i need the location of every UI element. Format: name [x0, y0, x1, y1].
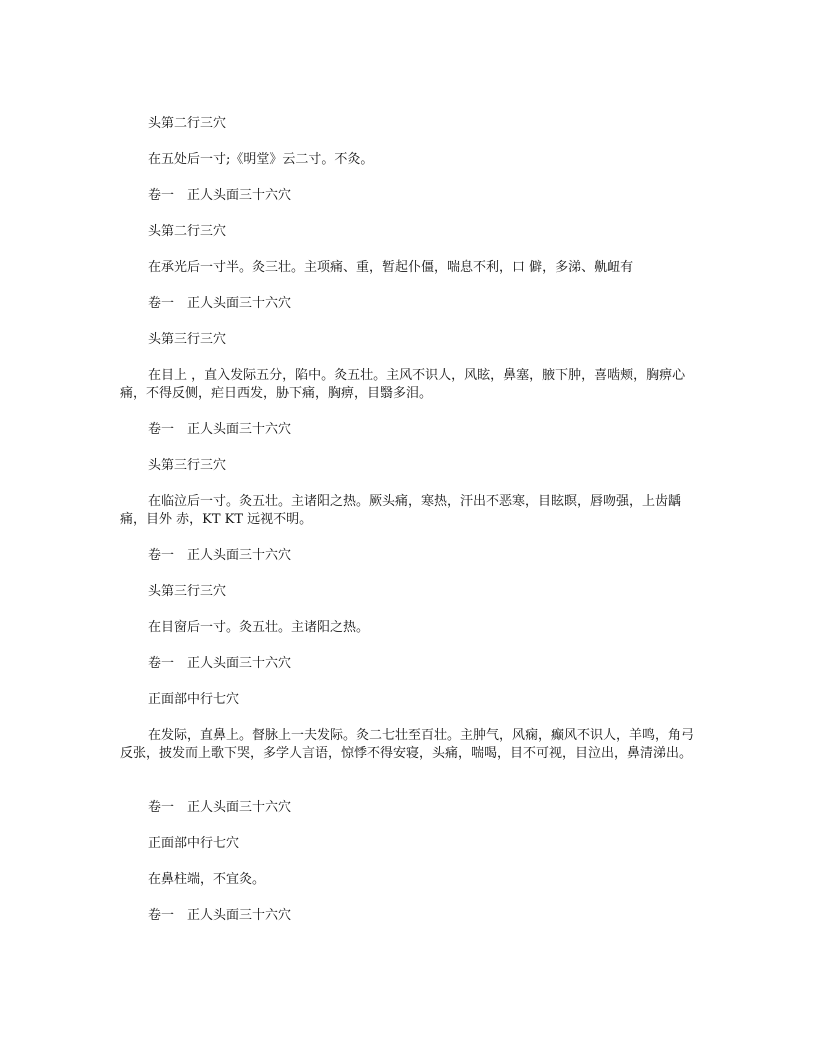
body-paragraph: 在临泣后一寸。灸五壮。主诸阳之热。厥头痛，寒热，汗出不恶寒，目眩瞑，唇吻强，上齿龋痛，目外 赤，KT KT 远视不明。: [120, 494, 682, 527]
section-heading: 头第三行三穴: [148, 584, 227, 599]
section-heading: 头第二行三穴: [148, 116, 227, 131]
section-heading: 头第三行三穴: [148, 332, 227, 347]
body-paragraph: 在发际，直鼻上。督脉上一夫发际。灸二七壮至百壮。主肿气，风痫，癫风不识人，羊鸣，角弓反张，披发而上歌下哭，多学人言语，惊悸不得安寝，头痛，喘喝，目不可视，目泣出，鼻清涕出。: [120, 728, 695, 761]
chapter-label: 卷一 正人头面三十六穴: [148, 800, 292, 815]
body-paragraph: 在目窗后一寸。灸五壮。主诸阳之热。: [148, 620, 370, 635]
body-paragraph: 在五处后一寸;《明堂》云二寸。不灸。: [148, 152, 374, 167]
chapter-label: 卷一 正人头面三十六穴: [148, 548, 292, 563]
section-heading: 头第二行三穴: [148, 224, 227, 239]
section-heading: 头第三行三穴: [148, 458, 227, 473]
chapter-label: 卷一 正人头面三十六穴: [148, 188, 292, 203]
chapter-label: 卷一 正人头面三十六穴: [148, 422, 292, 437]
body-paragraph: 在承光后一寸半。灸三壮。主项痛、重，暂起仆僵，喘息不利，口 僻，多涕、鼽衄有: [148, 260, 634, 275]
section-heading: 正面部中行七穴: [148, 692, 240, 707]
section-heading: 正面部中行七穴: [148, 836, 240, 851]
body-paragraph: 在目上 ，直入发际五分，陷中。灸五壮。主风不识人，风眩，鼻塞，腋下肿，喜啮颊，胸痹心痛，不得反侧，疟日西发，胁下痛，胸痹，目翳多泪。: [120, 368, 686, 401]
chapter-label: 卷一 正人头面三十六穴: [148, 908, 292, 923]
chapter-label: 卷一 正人头面三十六穴: [148, 656, 292, 671]
body-paragraph: 在鼻柱端，不宜灸。: [148, 872, 266, 887]
chapter-label: 卷一 正人头面三十六穴: [148, 296, 292, 311]
